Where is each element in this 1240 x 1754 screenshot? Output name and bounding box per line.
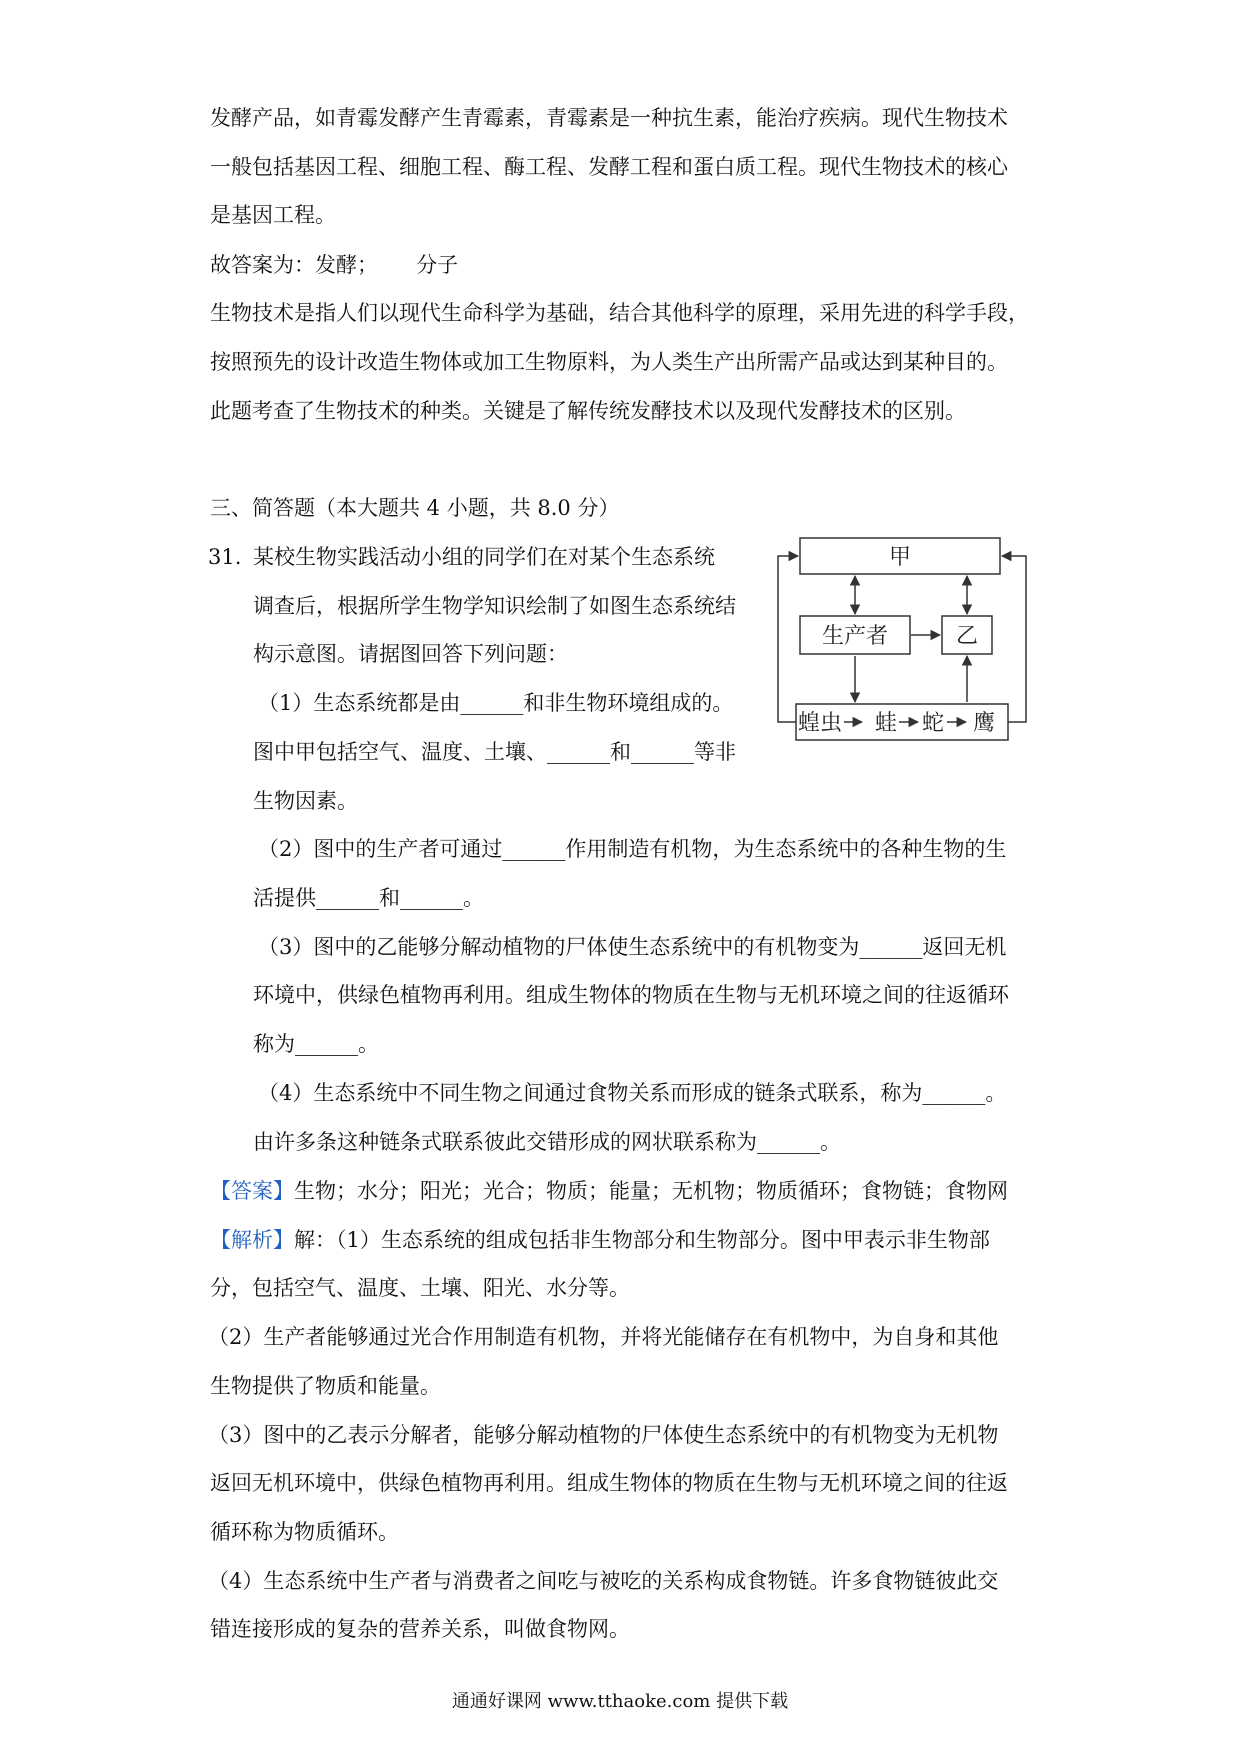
analysis-line-9: 错连接形成的复杂的营养关系，叫做食物网。 xyxy=(210,1617,630,1641)
part-3-line-2: 环境中，供绿色植物再利用。组成生物体的物质在生物与无机环境之间的往返循环 xyxy=(253,983,1009,1007)
part-4-line-1: （4）生态系统中不同生物之间通过食物关系而形成的链条式联系，称为______。 xyxy=(258,1081,1007,1105)
part-4-line-2: 由许多条这种链条式联系彼此交错形成的网状联系称为______。 xyxy=(253,1130,841,1154)
edge-chain-jia-left xyxy=(778,556,798,722)
analysis-line-7: 循环称为物质循环。 xyxy=(210,1520,399,1544)
chain-item-eagle: 鹰 xyxy=(972,711,996,736)
analysis-line-4: 生物提供了物质和能量。 xyxy=(210,1374,441,1398)
node-jia-label: 甲 xyxy=(888,545,912,570)
part-1-line-2: 图中甲包括空气、温度、土壤、______和______等非 xyxy=(253,740,736,764)
analysis-tag: 【解析】 xyxy=(210,1228,294,1252)
page-footer: 通通好课网 www.tthaoke.com 提供下载 xyxy=(451,1691,789,1712)
analysis-line-8: （4）生态系统中生产者与消费者之间吃与被吃的关系构成食物链。许多食物链彼此交 xyxy=(208,1569,999,1593)
part-2-line-1: （2）图中的生产者可通过______作用制造有机物，为生态系统中的各种生物的生 xyxy=(258,837,1007,861)
question-stem-line-1: 某校生物实践活动小组的同学们在对某个生态系统 xyxy=(253,545,715,569)
answer-summary-line: 故答案为：发酵； 分子 xyxy=(210,253,459,277)
paragraph-3-line-3: 此题考查了生物技术的种类。关键是了解传统发酵技术以及现代发酵技术的区别。 xyxy=(210,399,966,423)
paragraph-1-line-1: 发酵产品，如青霉发酵产生青霉素，青霉素是一种抗生素，能治疗疾病。现代生物技术 xyxy=(210,106,1008,130)
ecosystem-diagram xyxy=(770,536,1036,746)
answer-line xyxy=(210,1176,1008,1206)
analysis-line-3: （2）生产者能够通过光合作用制造有机物，并将光能储存在有机物中，为自身和其他 xyxy=(208,1325,999,1349)
part-3-line-3: 称为______。 xyxy=(253,1032,379,1056)
chain-item-frog: 蛙 xyxy=(874,711,898,736)
part-1-line-3: 生物因素。 xyxy=(253,789,358,813)
part-1-line-1: （1）生态系统都是由______和非生物环境组成的。 xyxy=(258,691,734,715)
question-stem-line-2: 调查后，根据所学生物学知识绘制了如图生态系统结 xyxy=(253,594,736,618)
analysis-line-2: 分，包括空气、温度、土壤、阳光、水分等。 xyxy=(210,1276,630,1300)
paragraph-1-line-2: 一般包括基因工程、细胞工程、酶工程、发酵工程和蛋白质工程。现代生物技术的核心 xyxy=(210,155,1008,179)
question-stem-line-3: 构示意图。请据图回答下列问题： xyxy=(253,642,568,666)
node-yi-label: 乙 xyxy=(955,624,979,649)
analysis-line-1 xyxy=(210,1225,990,1255)
analysis-line-5: （3）图中的乙表示分解者，能够分解动植物的尸体使生态系统中的有机物变为无机物 xyxy=(208,1423,999,1447)
question-number: 31. xyxy=(208,545,242,569)
chain-item-locust: 蝗虫 xyxy=(797,711,843,736)
section-title: 三、简答题（本大题共 4 小题，共 8.0 分） xyxy=(210,496,620,520)
paragraph-3-line-1: 生物技术是指人们以现代生命科学为基础，结合其他科学的原理，采用先进的科学手段， xyxy=(210,301,1029,325)
chain-item-snake: 蛇 xyxy=(921,711,945,736)
part-3-line-1: （3）图中的乙能够分解动植物的尸体使生态系统中的有机物变为______返回无机 xyxy=(258,935,1007,959)
paragraph-1-line-3: 是基因工程。 xyxy=(210,203,336,227)
node-producer-label: 生产者 xyxy=(821,624,889,649)
answer-text: 生物；水分；阳光；光合；物质；能量；无机物；物质循环；食物链；食物网 xyxy=(294,1179,1008,1203)
edge-chain-jia-right xyxy=(1002,556,1026,722)
part-2-line-2: 活提供______和______。 xyxy=(253,886,484,910)
analysis-line-6: 返回无机环境中，供绿色植物再利用。组成生物体的物质在生物与无机环境之间的往返 xyxy=(210,1471,1008,1495)
paragraph-3-line-2: 按照预先的设计改造生物体或加工生物原料，为人类生产出所需产品或达到某种目的。 xyxy=(210,350,1008,374)
analysis-first-line: 解：（1）生态系统的组成包括非生物部分和生物部分。图中甲表示非生物部 xyxy=(294,1228,990,1252)
answer-tag: 【答案】 xyxy=(210,1179,294,1203)
